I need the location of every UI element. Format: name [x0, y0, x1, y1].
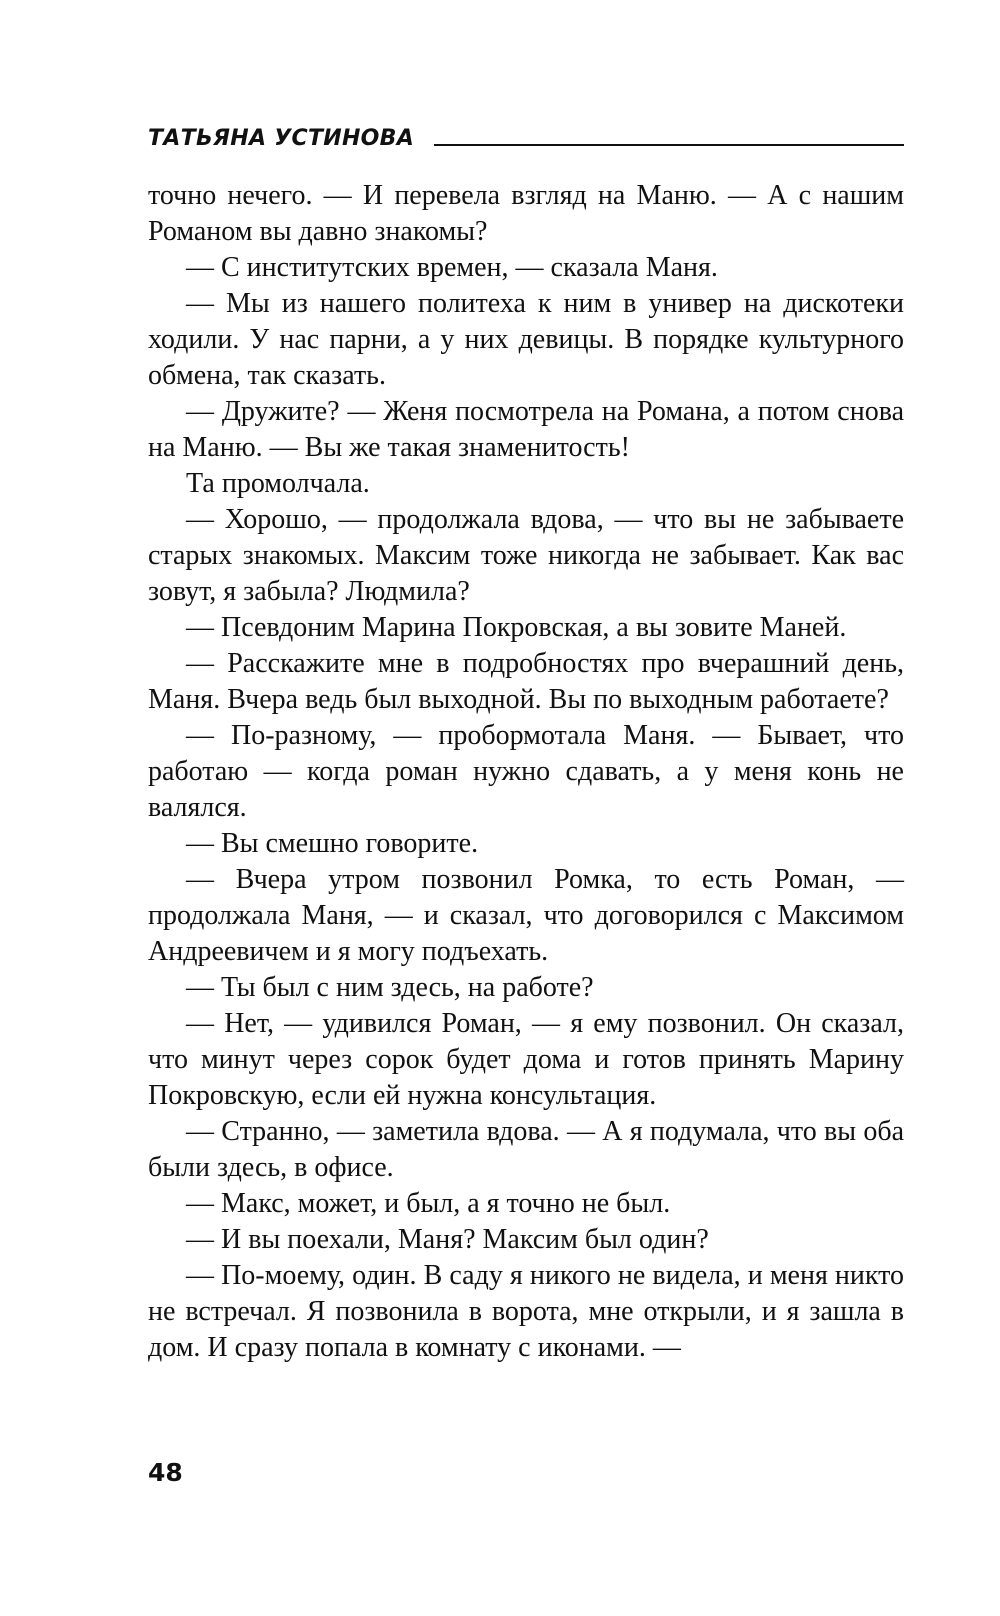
paragraph: — Хорошо, — продолжала вдова, — что вы не забываете старых знакомых. Максим тоже никогда не забывает. Как вас зовут, я забыла? Людмила?	[148, 504, 904, 607]
paragraph: — Странно, — заметила вдова. — А я подумала, что вы оба были здесь, в офисе.	[148, 1116, 904, 1183]
body-text	[148, 178, 904, 1366]
paragraph: — С институтских времен, — сказала Маня.	[186, 252, 718, 283]
paragraph: — И вы поехали, Маня? Максим был один?	[186, 1224, 709, 1255]
author-name: ТАТЬЯНА УСТИНОВА	[148, 125, 415, 151]
header-rule	[434, 144, 904, 146]
page-number: 48	[148, 1458, 183, 1487]
paragraph: — Псевдоним Марина Покровская, а вы зовите Маней.	[186, 612, 847, 643]
paragraph: — По-моему, один. В саду я никого не видела, и меня никто не встречал. Я позвонила в ворота, мне открыли, и я зашла в дом. И сразу попала в комнату с иконами. —	[148, 1260, 904, 1363]
paragraph: точно нечего. — И перевела взгляд на Маню. — А с нашим Романом вы давно знакомы?	[148, 180, 904, 247]
running-head	[148, 122, 904, 154]
paragraph: Та промолчала.	[186, 468, 370, 499]
paragraph: — Дружите? — Женя посмотрела на Романа, а потом снова на Маню. — Вы же такая знаменитость!	[148, 396, 904, 463]
paragraph: — Макс, может, и был, а я точно не был.	[186, 1188, 671, 1219]
paragraph: — Ты был с ним здесь, на работе?	[186, 972, 594, 1003]
paragraph: — Расскажите мне в подробностях про вчерашний день, Маня. Вчера ведь был выходной. Вы по выходным работаете?	[148, 648, 904, 715]
paragraph: — Мы из нашего политеха к ним в универ на дискотеки ходили. У нас парни, а у них девицы. В порядке культурного обмена, так сказать.	[148, 288, 904, 391]
paragraph: — Нет, — удивился Роман, — я ему позвонил. Он сказал, что минут через сорок будет дома и готов принять Марину Покровскую, если ей нужна консультация.	[148, 1008, 904, 1111]
paragraph: — По-разному, — пробормотала Маня. — Бывает, что работаю — когда роман нужно сдавать, а у меня конь не валялся.	[148, 720, 904, 823]
paragraph: — Вчера утром позвонил Ромка, то есть Роман, — продолжала Маня, — и сказал, что договорился с Максимом Андреевичем и я могу подъехать.	[148, 864, 904, 967]
paragraph: — Вы смешно говорите.	[186, 828, 479, 859]
